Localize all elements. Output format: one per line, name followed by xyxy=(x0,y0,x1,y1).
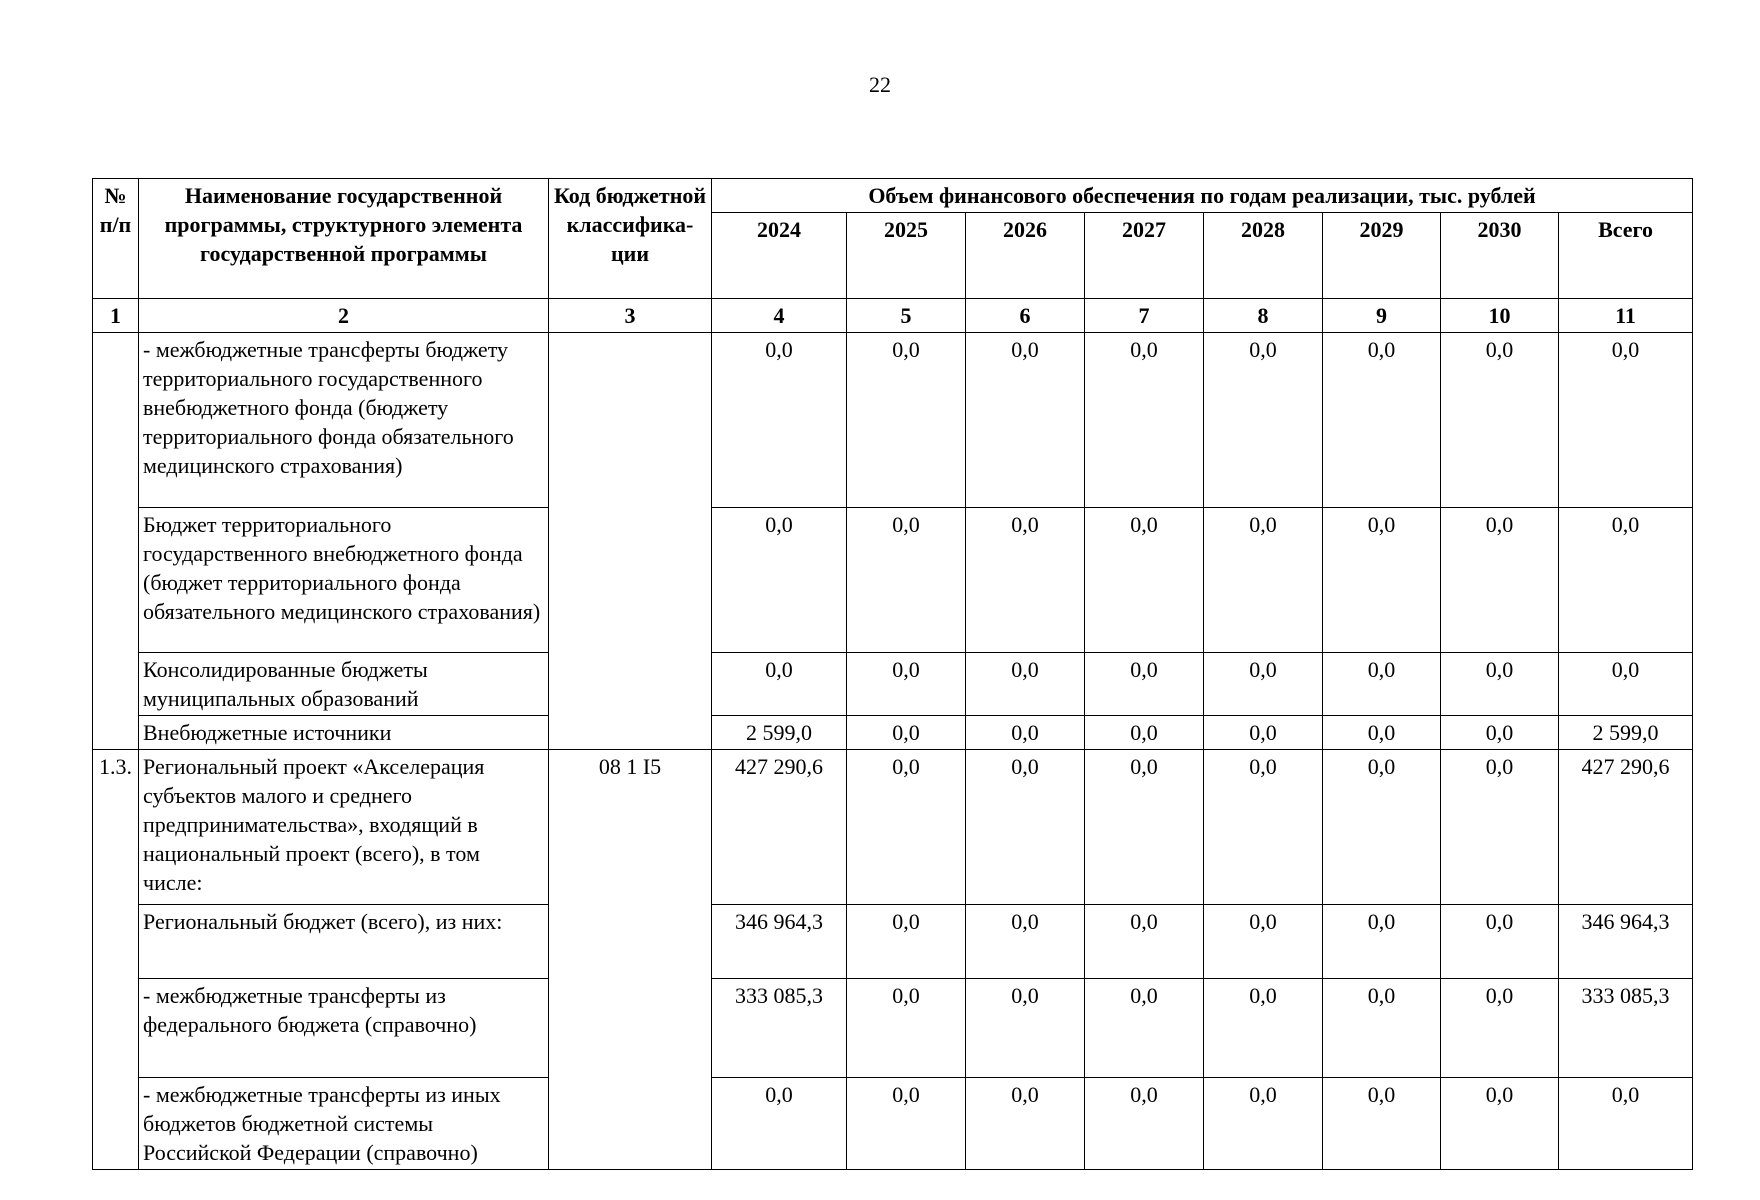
value-2024: 0,0 xyxy=(712,1078,847,1170)
table-row xyxy=(93,905,1693,979)
table-row xyxy=(93,979,1693,1078)
value-2030: 0,0 xyxy=(1441,508,1559,653)
table-row xyxy=(93,1078,1693,1170)
value-2024: 346 964,3 xyxy=(712,905,847,979)
value-2027: 0,0 xyxy=(1085,905,1204,979)
value-2030: 0,0 xyxy=(1441,1078,1559,1170)
header-year: 2026 xyxy=(966,213,1085,299)
value-2026: 0,0 xyxy=(966,333,1085,508)
row-name: - межбюджетные трансферты из иных бюджетов бюджетной системы Российской Федерации (справочно) xyxy=(139,1078,549,1170)
value-2030: 0,0 xyxy=(1441,333,1559,508)
column-number: 11 xyxy=(1559,299,1693,333)
row-code xyxy=(549,333,712,750)
value-total: 333 085,3 xyxy=(1559,979,1693,1078)
value-2026: 0,0 xyxy=(966,1078,1085,1170)
value-total: 0,0 xyxy=(1559,333,1693,508)
value-total: 0,0 xyxy=(1559,653,1693,716)
value-2028: 0,0 xyxy=(1204,653,1323,716)
row-code: 08 1 I5 xyxy=(549,750,712,1170)
value-2030: 0,0 xyxy=(1441,716,1559,750)
header-year: 2029 xyxy=(1323,213,1441,299)
value-2024: 0,0 xyxy=(712,653,847,716)
value-2026: 0,0 xyxy=(966,653,1085,716)
value-2025: 0,0 xyxy=(847,653,966,716)
value-2028: 0,0 xyxy=(1204,750,1323,905)
value-2025: 0,0 xyxy=(847,508,966,653)
value-total: 0,0 xyxy=(1559,508,1693,653)
value-total: 0,0 xyxy=(1559,1078,1693,1170)
value-2028: 0,0 xyxy=(1204,905,1323,979)
value-2026: 0,0 xyxy=(966,750,1085,905)
value-2025: 0,0 xyxy=(847,979,966,1078)
value-2025: 0,0 xyxy=(847,1078,966,1170)
value-total: 346 964,3 xyxy=(1559,905,1693,979)
value-2029: 0,0 xyxy=(1323,333,1441,508)
column-number: 1 xyxy=(93,299,139,333)
value-2027: 0,0 xyxy=(1085,508,1204,653)
value-2024: 0,0 xyxy=(712,508,847,653)
header-total: Всего xyxy=(1559,213,1693,299)
header-year: 2025 xyxy=(847,213,966,299)
column-number-row xyxy=(93,299,1693,333)
value-2029: 0,0 xyxy=(1323,508,1441,653)
value-total: 2 599,0 xyxy=(1559,716,1693,750)
value-2027: 0,0 xyxy=(1085,979,1204,1078)
value-2028: 0,0 xyxy=(1204,979,1323,1078)
column-number: 8 xyxy=(1204,299,1323,333)
value-2025: 0,0 xyxy=(847,333,966,508)
value-2025: 0,0 xyxy=(847,716,966,750)
header-year: 2024 xyxy=(712,213,847,299)
value-2026: 0,0 xyxy=(966,905,1085,979)
value-2027: 0,0 xyxy=(1085,716,1204,750)
value-2025: 0,0 xyxy=(847,750,966,905)
column-number: 3 xyxy=(549,299,712,333)
row-name: - межбюджетные трансферты из федерального бюджета (справочно) xyxy=(139,979,549,1078)
value-2030: 0,0 xyxy=(1441,653,1559,716)
value-2024: 2 599,0 xyxy=(712,716,847,750)
header-year: 2030 xyxy=(1441,213,1559,299)
value-2029: 0,0 xyxy=(1323,905,1441,979)
value-2026: 0,0 xyxy=(966,979,1085,1078)
row-name: Консолидированные бюджеты муниципальных образований xyxy=(139,653,549,716)
row-name: - межбюджетные трансферты бюджету территориального государственного внебюджетного фонда (бюджету территориального фонда обязательного медицинского страхования) xyxy=(139,333,549,508)
value-2024: 0,0 xyxy=(712,333,847,508)
value-2030: 0,0 xyxy=(1441,905,1559,979)
table-row xyxy=(93,333,1693,508)
value-2030: 0,0 xyxy=(1441,979,1559,1078)
page-number: 22 xyxy=(869,72,891,97)
value-2025: 0,0 xyxy=(847,905,966,979)
value-2027: 0,0 xyxy=(1085,1078,1204,1170)
column-number: 2 xyxy=(139,299,549,333)
value-2028: 0,0 xyxy=(1204,1078,1323,1170)
row-index: 1.3. xyxy=(93,750,139,1170)
row-name: Региональный проект «Акселерация субъектов малого и среднего предпринимательства», входящий в национальный проект (всего), в том числе: xyxy=(139,750,549,905)
row-name: Бюджет территориального государственного внебюджетного фонда (бюджет территориального фонда обязательного медицинского страхования) xyxy=(139,508,549,653)
header-row-1 xyxy=(93,179,1693,213)
header-col-name: Наименование государственной программы, структурного элемента государственной программы xyxy=(139,179,549,299)
value-2028: 0,0 xyxy=(1204,333,1323,508)
value-2029: 0,0 xyxy=(1323,653,1441,716)
value-2029: 0,0 xyxy=(1323,1078,1441,1170)
row-index xyxy=(93,333,139,750)
value-2029: 0,0 xyxy=(1323,979,1441,1078)
header-year: 2027 xyxy=(1085,213,1204,299)
value-2026: 0,0 xyxy=(966,716,1085,750)
row-name: Региональный бюджет (всего), из них: xyxy=(139,905,549,979)
column-number: 4 xyxy=(712,299,847,333)
column-number: 5 xyxy=(847,299,966,333)
row-name: Внебюджетные источники xyxy=(139,716,549,750)
value-2026: 0,0 xyxy=(966,508,1085,653)
header-col-code: Код бюджетной классифика-ции xyxy=(549,179,712,299)
column-number: 7 xyxy=(1085,299,1204,333)
header-col-funding: Объем финансового обеспечения по годам реализации, тыс. рублей xyxy=(712,179,1693,213)
column-number: 10 xyxy=(1441,299,1559,333)
value-2030: 0,0 xyxy=(1441,750,1559,905)
funding-table xyxy=(92,178,1693,1170)
value-2027: 0,0 xyxy=(1085,653,1204,716)
value-2029: 0,0 xyxy=(1323,750,1441,905)
value-2029: 0,0 xyxy=(1323,716,1441,750)
header-year: 2028 xyxy=(1204,213,1323,299)
value-2024: 427 290,6 xyxy=(712,750,847,905)
table-row xyxy=(93,716,1693,750)
value-2027: 0,0 xyxy=(1085,333,1204,508)
value-total: 427 290,6 xyxy=(1559,750,1693,905)
value-2028: 0,0 xyxy=(1204,716,1323,750)
value-2027: 0,0 xyxy=(1085,750,1204,905)
column-number: 6 xyxy=(966,299,1085,333)
value-2024: 333 085,3 xyxy=(712,979,847,1078)
table-row xyxy=(93,508,1693,653)
table-row xyxy=(93,653,1693,716)
table-row xyxy=(93,750,1693,905)
header-col-num: № п/п xyxy=(93,179,139,299)
value-2028: 0,0 xyxy=(1204,508,1323,653)
column-number: 9 xyxy=(1323,299,1441,333)
